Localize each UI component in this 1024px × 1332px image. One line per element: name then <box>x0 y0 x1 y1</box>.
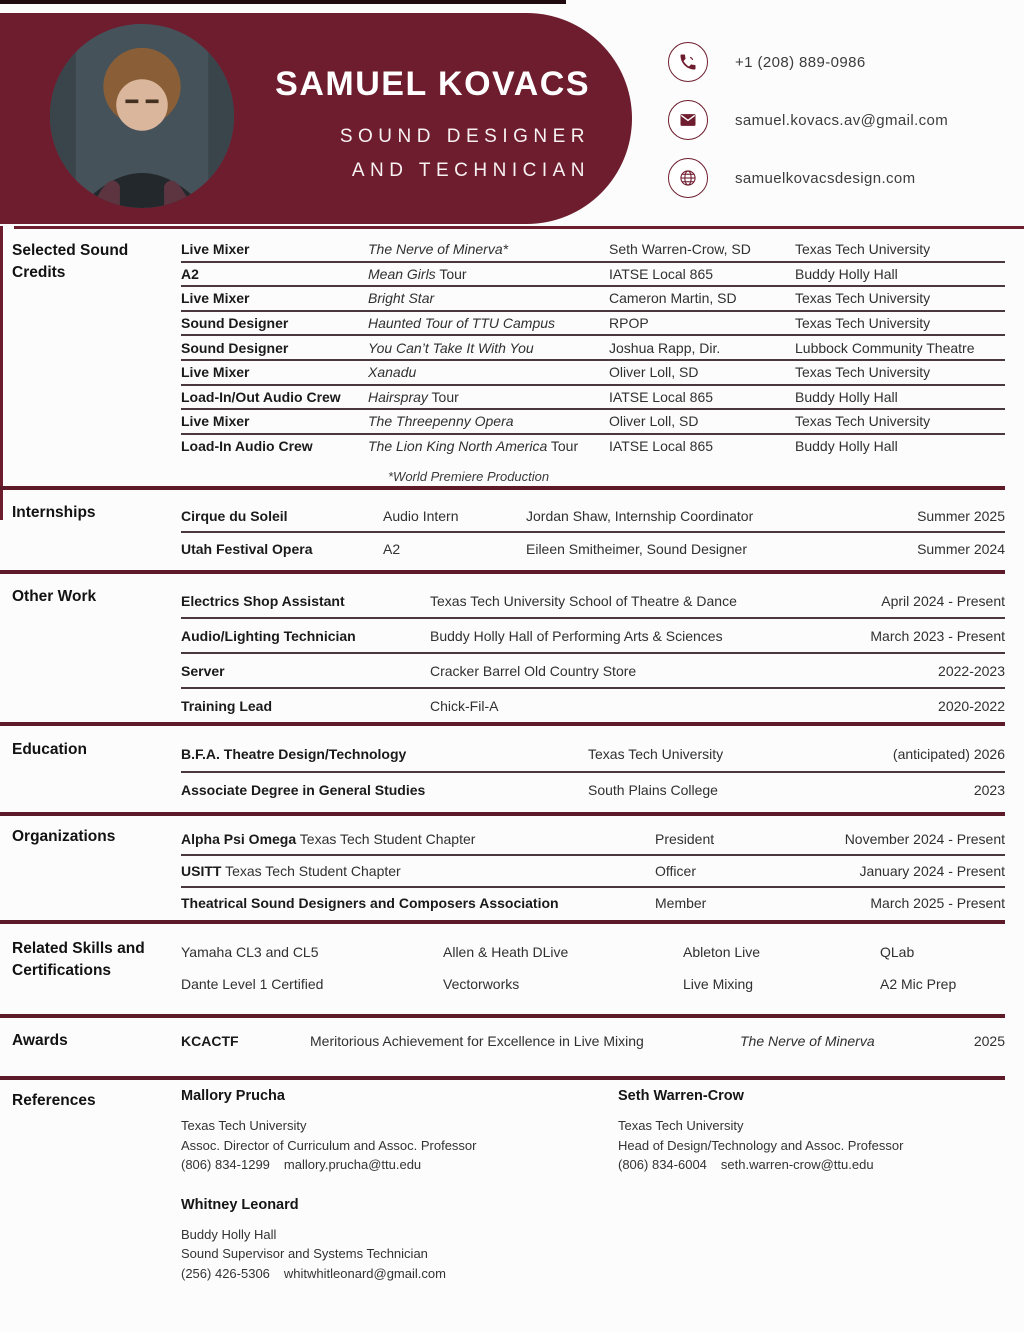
credit-venue: Buddy Holly Hall <box>795 438 898 455</box>
work-date: 2022-2023 <box>938 662 1005 679</box>
credit-row <box>181 435 1005 458</box>
credit-person: Seth Warren-Crow, SD <box>609 241 751 258</box>
credit-row <box>181 263 1005 288</box>
contact-website <box>668 158 916 198</box>
work-role: Electrics Shop Assistant <box>181 592 345 609</box>
credit-role: Load-In/Out Audio Crew <box>181 388 341 405</box>
organization-position: President <box>655 831 715 847</box>
credit-venue: Buddy Holly Hall <box>795 265 898 282</box>
internship-role: Audio Intern <box>383 507 459 524</box>
credit-venue: Texas Tech University <box>795 241 931 258</box>
organization-position: Member <box>655 895 707 911</box>
work-row <box>181 584 1005 619</box>
credit-person: Oliver Loll, SD <box>609 413 699 430</box>
header-text <box>240 65 590 188</box>
organization-row <box>181 856 1005 888</box>
section-skills <box>0 936 1005 1000</box>
skill-item: Dante Level 1 Certified <box>181 976 324 992</box>
section-label: Selected Sound Credits <box>12 242 129 281</box>
contact-email <box>668 100 948 140</box>
skill-item: Vectorworks <box>443 976 520 992</box>
phone-icon <box>668 42 708 82</box>
credit-person: Oliver Loll, SD <box>609 364 699 381</box>
credit-role: Live Mixer <box>181 290 250 307</box>
reference-phone: (806) 834-6004 <box>618 1157 707 1172</box>
section-label: Related Skills and Certifications <box>12 940 145 979</box>
header-divider <box>14 226 1024 229</box>
credit-row <box>181 312 1005 337</box>
reference-entry <box>618 1088 1024 1175</box>
work-org: Texas Tech University School of Theatre & Dance <box>430 592 737 609</box>
education-row <box>181 773 1005 807</box>
credit-show: Mean Girls Tour <box>368 265 467 282</box>
award-row <box>181 1028 1005 1054</box>
section-label: Organizations <box>12 828 116 845</box>
organization-name: USITT Texas Tech Student Chapter <box>181 863 401 879</box>
credit-row <box>181 287 1005 312</box>
work-org: Cracker Barrel Old Country Store <box>430 662 637 679</box>
section-label: References <box>12 1092 96 1109</box>
page-title: SAMUEL KOVACS <box>275 65 590 103</box>
work-row <box>181 654 1005 689</box>
reference-title: Sound Supervisor and Systems Technician <box>181 1246 428 1261</box>
education-date: 2023 <box>973 782 1005 798</box>
reference-email: whitwhitleonard@gmail.com <box>283 1265 446 1281</box>
internship-row <box>181 500 1005 533</box>
reference-phone: (806) 834-1299 <box>181 1157 270 1172</box>
credit-venue: Texas Tech University <box>795 315 931 332</box>
work-date: March 2023 - Present <box>870 627 1005 644</box>
section-divider <box>0 722 1005 726</box>
section-awards <box>0 1028 1005 1054</box>
section-label: Awards <box>12 1032 68 1049</box>
credit-show: The Nerve of Minerva* <box>368 241 509 258</box>
skills-row <box>181 968 1005 1000</box>
section-label: Other Work <box>12 588 97 605</box>
education-date: (anticipated) 2026 <box>892 746 1005 762</box>
skill-item: Yamaha CL3 and CL5 <box>181 944 319 960</box>
internship-contact: Jordan Shaw, Internship Coordinator <box>526 507 754 524</box>
organization-date: March 2025 - Present <box>870 895 1005 911</box>
work-date: 2020-2022 <box>938 697 1005 714</box>
credit-person: Joshua Rapp, Dir. <box>609 339 721 356</box>
internship-row <box>181 533 1005 564</box>
work-row <box>181 619 1005 654</box>
credit-person: IATSE Local 865 <box>609 388 714 405</box>
globe-icon <box>668 158 708 198</box>
top-accent-bar <box>0 0 566 4</box>
organization-position: Officer <box>655 863 696 879</box>
section-other-work <box>0 584 1005 722</box>
skill-item: A2 Mic Prep <box>880 976 957 992</box>
email-address: samuel.kovacs.av@gmail.com <box>735 111 949 129</box>
organization-row <box>181 824 1005 856</box>
credit-row <box>181 361 1005 386</box>
credit-role: Sound Designer <box>181 315 289 332</box>
credit-row <box>181 238 1005 263</box>
credit-show: The Threepenny Opera <box>368 413 514 430</box>
credit-role: Load-In Audio Crew <box>181 438 313 455</box>
credit-venue: Buddy Holly Hall <box>795 388 898 405</box>
internship-role: A2 <box>383 540 401 557</box>
education-row <box>181 737 1005 773</box>
credit-role: A2 <box>181 265 199 282</box>
credit-venue: Texas Tech University <box>795 290 931 307</box>
phone-number: +1 (208) 889-0986 <box>735 53 866 71</box>
credit-person: IATSE Local 865 <box>609 265 714 282</box>
work-org: Buddy Holly Hall of Performing Arts & Sciences <box>430 627 723 644</box>
reference-title: Head of Design/Technology and Assoc. Professor <box>618 1137 904 1153</box>
reference-entry <box>181 1197 601 1284</box>
organization-date: January 2024 - Present <box>859 863 1005 879</box>
reference-org: Texas Tech University <box>181 1118 307 1133</box>
section-sound-credits <box>0 238 1005 484</box>
reference-name: Seth Warren-Crow <box>618 1088 744 1104</box>
section-label: Education <box>12 741 87 758</box>
section-label: Internships <box>12 504 96 521</box>
reference-title: Assoc. Director of Curriculum and Assoc. Professor <box>181 1137 477 1153</box>
section-divider <box>0 812 1005 816</box>
reference-email: seth.warren-crow@ttu.edu <box>720 1157 874 1172</box>
reference-org: Texas Tech University <box>618 1118 744 1133</box>
credit-show: The Lion King North America Tour <box>368 438 579 455</box>
section-references <box>0 1088 1005 1283</box>
person-silhouette-icon <box>50 24 234 208</box>
credit-show: Hairspray Tour <box>368 388 459 405</box>
job-title-line1: SOUND DESIGNER <box>339 126 590 147</box>
credit-role: Live Mixer <box>181 364 250 381</box>
work-role: Server <box>181 662 225 679</box>
credit-row <box>181 386 1005 411</box>
work-row <box>181 689 1005 722</box>
section-divider <box>0 486 1005 490</box>
credit-role: Live Mixer <box>181 413 250 430</box>
credit-role: Live Mixer <box>181 241 250 258</box>
work-role: Training Lead <box>181 697 273 714</box>
credit-show: Bright Star <box>368 290 435 307</box>
skill-item: QLab <box>880 944 915 960</box>
email-icon <box>668 100 708 140</box>
work-date: April 2024 - Present <box>881 592 1005 609</box>
internship-org: Cirque du Soleil <box>181 507 288 524</box>
reference-phone: (256) 426-5306 <box>181 1265 270 1281</box>
job-title-line2: AND TECHNICIAN <box>351 160 590 181</box>
section-education <box>0 737 1005 807</box>
section-divider <box>0 920 1005 924</box>
award-org: KCACTF <box>181 1033 239 1049</box>
credit-show: Xanadu <box>368 364 417 381</box>
reference-org: Buddy Holly Hall <box>181 1226 277 1242</box>
reference-entry <box>181 1088 601 1175</box>
section-divider <box>0 1014 1005 1018</box>
profile-photo <box>50 24 234 208</box>
education-school: Texas Tech University <box>588 746 724 762</box>
credit-show: Haunted Tour of TTU Campus <box>368 315 556 332</box>
credit-person: Cameron Martin, SD <box>609 290 737 307</box>
award-show: The Nerve of Minerva <box>740 1033 875 1049</box>
credit-person: RPOP <box>609 315 649 332</box>
credit-person: IATSE Local 865 <box>609 438 714 455</box>
organization-row <box>181 888 1005 918</box>
credit-venue: Lubbock Community Theatre <box>795 339 975 356</box>
section-internships <box>0 500 1005 564</box>
award-year: 2025 <box>973 1033 1005 1049</box>
skill-item: Ableton Live <box>683 944 761 960</box>
organization-name: Theatrical Sound Designers and Composers Association <box>181 895 559 911</box>
work-role: Audio/Lighting Technician <box>181 627 356 644</box>
internship-date: Summer 2024 <box>917 540 1005 557</box>
credit-row <box>181 336 1005 361</box>
section-organizations <box>0 824 1005 918</box>
organization-name: Alpha Psi Omega Texas Tech Student Chapter <box>181 831 476 847</box>
education-school: South Plains College <box>588 782 718 798</box>
credit-venue: Texas Tech University <box>795 413 931 430</box>
reference-email: mallory.prucha@ttu.edu <box>283 1157 422 1172</box>
credit-row <box>181 410 1005 435</box>
credit-role: Sound Designer <box>181 339 289 356</box>
skill-item: Live Mixing <box>683 976 754 992</box>
skills-row <box>181 936 1005 968</box>
reference-contact <box>181 1155 601 1175</box>
header-banner <box>0 13 632 224</box>
internship-contact: Eileen Smitheimer, Sound Designer <box>526 540 748 557</box>
credit-show: You Can’t Take It With You <box>368 339 534 356</box>
website-url: samuelkovacsdesign.com <box>735 169 916 187</box>
organization-date: November 2024 - Present <box>844 831 1005 847</box>
credit-venue: Texas Tech University <box>795 364 931 381</box>
section-divider <box>0 1076 1005 1080</box>
education-degree: B.F.A. Theatre Design/Technology <box>181 746 407 762</box>
contact-phone <box>668 42 866 82</box>
reference-contact <box>181 1264 601 1284</box>
section-divider <box>0 570 1005 574</box>
award-description: Meritorious Achievement for Excellence in Live Mixing <box>310 1033 644 1049</box>
credits-footnote: *World Premiere Production <box>388 469 550 485</box>
internship-org: Utah Festival Opera <box>181 540 313 557</box>
education-degree: Associate Degree in General Studies <box>181 782 426 798</box>
internship-date: Summer 2025 <box>917 507 1005 524</box>
reference-name: Whitney Leonard <box>181 1196 299 1213</box>
skill-item: Allen & Heath DLive <box>443 944 569 960</box>
reference-contact <box>618 1155 1024 1175</box>
work-org: Chick-Fil-A <box>430 697 499 714</box>
reference-name: Mallory Prucha <box>181 1088 285 1104</box>
